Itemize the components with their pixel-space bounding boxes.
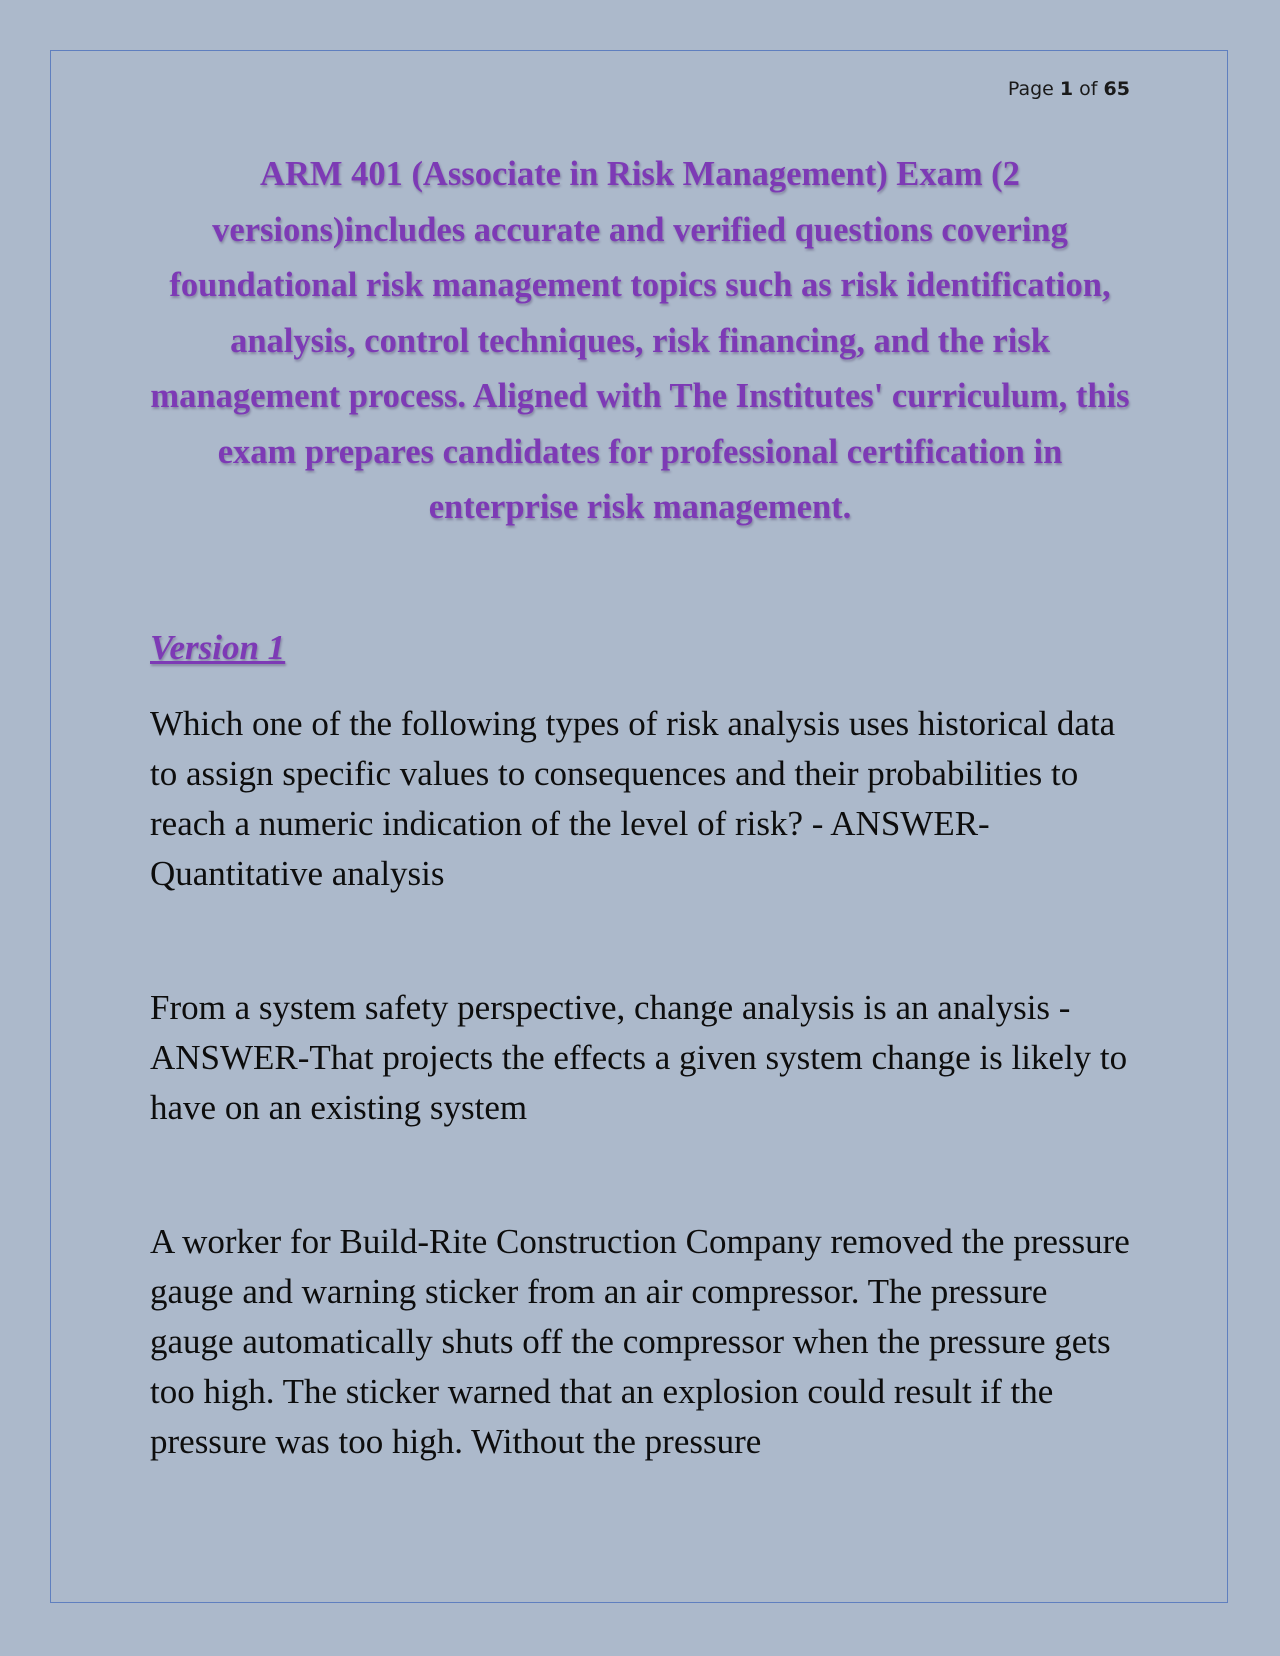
question-answer-1: Which one of the following types of risk analysis uses historical data to assign specific values to consequences and their probabilities to reach a numeric indication of the level of risk? - ANSWER-Quantitative analysis [150, 704, 1116, 893]
page-number-prefix: Page [1007, 78, 1054, 100]
page-number-current: 1 [1059, 78, 1074, 100]
document-title: ARM 401 (Associate in Risk Management) Exam (2 versions)includes accurate and verified questions covering foundational risk management topics such as risk identification, analysis, control techniques, risk financing, and the risk management process. Aligned with The Institutes' curriculum, this exam prepares candidates for professional certification in enterprise risk management. [150, 155, 1130, 526]
page-number-total: 65 [1103, 78, 1130, 100]
question-answer-3: A worker for Build-Rite Construction Company removed the pressure gauge and warning sticker from an air compressor. The pressure gauge automatically shuts off the compressor when the pressure gets too high. The sticker warned that an explosion could result if the pressure was too high. Without the pressure [150, 1222, 1130, 1461]
page-number [1008, 78, 1130, 100]
question-answer-2: From a system safety perspective, change analysis is an analysis - ANSWER-That projects the effects a given system change is likely to have on an existing system [150, 988, 1128, 1127]
version-heading: Version 1 [150, 628, 286, 667]
page-number-of: of [1079, 78, 1098, 100]
